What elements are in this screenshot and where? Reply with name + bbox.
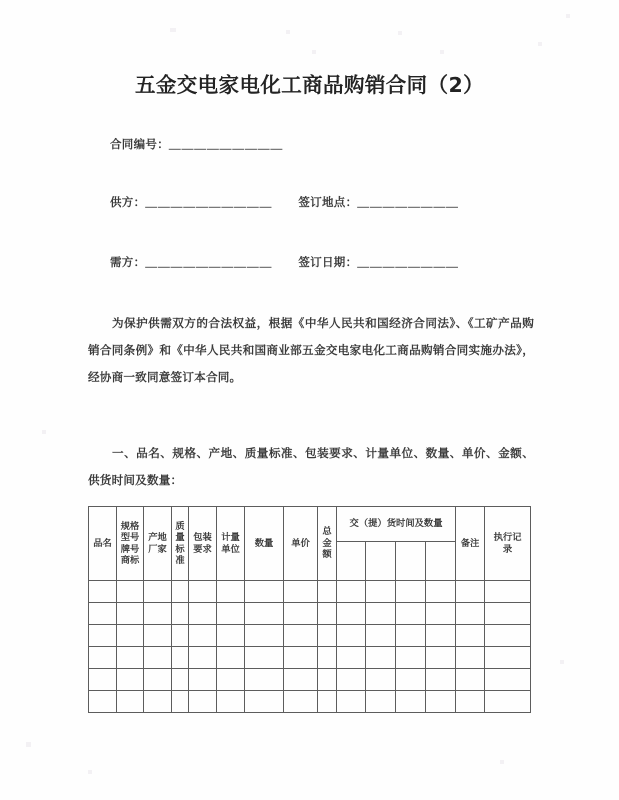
table-cell[interactable] — [245, 669, 284, 691]
table-cell[interactable] — [366, 647, 396, 669]
table-cell[interactable] — [245, 581, 284, 603]
table-cell[interactable] — [245, 691, 284, 713]
table-cell[interactable] — [217, 691, 245, 713]
field-contract-number — [110, 136, 283, 152]
table-cell[interactable] — [117, 691, 144, 713]
table-cell[interactable] — [284, 603, 318, 625]
goods-table-container — [88, 506, 524, 713]
table-cell[interactable] — [396, 669, 426, 691]
table-cell[interactable] — [396, 647, 426, 669]
table-cell[interactable] — [456, 581, 485, 603]
delivery-subcolumn-4[interactable] — [426, 542, 456, 581]
field-label-contract-number: 合同编号： — [110, 137, 169, 151]
table-cell[interactable] — [337, 669, 366, 691]
table-cell[interactable] — [89, 691, 117, 713]
table-cell[interactable] — [189, 647, 217, 669]
table-cell[interactable] — [144, 581, 172, 603]
header-packing-line1: 包装 — [193, 532, 212, 544]
table-cell[interactable] — [485, 603, 531, 625]
table-cell[interactable] — [172, 603, 189, 625]
field-label-supplier: 供方： — [110, 195, 146, 209]
header-spec-model-line3: 牌号 — [120, 543, 140, 555]
header-spec-model-line4: 商标 — [120, 554, 140, 566]
table-cell[interactable] — [318, 581, 337, 603]
supplier-blank[interactable]: ＿＿＿＿＿＿＿＿＿＿ — [145, 195, 273, 209]
table-cell[interactable] — [337, 625, 366, 647]
table-cell[interactable] — [318, 603, 337, 625]
page-title: 五金交电家电化工商品购销合同（2） — [134, 73, 485, 97]
table-cell[interactable] — [318, 691, 337, 713]
table-row — [89, 647, 531, 669]
table-cell[interactable] — [426, 581, 456, 603]
table-cell[interactable] — [245, 625, 284, 647]
preamble-paragraph: 为保护供需双方的合法权益，根据《中华人民共和国经济合同法》、《工矿产品购销合同条例》和《中华人民共和国商业部五金交电家电化工商品购销合同实施办法》，经协商一致同意签订本合同。 — [88, 316, 534, 384]
header-quantity: 数量 — [245, 507, 284, 581]
table-cell[interactable] — [172, 647, 189, 669]
table-cell[interactable] — [189, 669, 217, 691]
clause-one-heading: 一、品名、规格、产地、质量标准、包装要求、计量单位、数量、单价、金额、供货时间及数量： — [88, 446, 534, 487]
table-cell[interactable] — [144, 691, 172, 713]
header-quality-standard — [172, 507, 189, 581]
table-row — [89, 691, 531, 713]
header-unit-price: 单价 — [284, 507, 318, 581]
header-quality-char2: 量 — [175, 532, 185, 544]
signing-place-blank[interactable]: ＿＿＿＿＿＿＿＿ — [357, 195, 460, 209]
header-delivery-time-quantity: 交（提）货时间及数量 — [337, 507, 456, 542]
table-row — [89, 603, 531, 625]
table-cell[interactable] — [396, 581, 426, 603]
table-cell[interactable] — [426, 669, 456, 691]
delivery-subcolumn-1[interactable] — [337, 542, 366, 581]
header-execution-line2: 录 — [502, 543, 513, 555]
table-cell[interactable] — [284, 581, 318, 603]
header-quality-char1: 质 — [175, 520, 185, 532]
table-cell[interactable] — [144, 647, 172, 669]
field-label-buyer: 需方： — [110, 255, 146, 269]
table-cell[interactable] — [284, 691, 318, 713]
header-spec-model-line1: 规格 — [120, 520, 140, 532]
table-cell[interactable] — [396, 625, 426, 647]
table-cell[interactable] — [217, 603, 245, 625]
table-cell[interactable] — [456, 647, 485, 669]
table-cell[interactable] — [485, 669, 531, 691]
header-origin-factory — [144, 507, 172, 581]
table-cell[interactable] — [217, 647, 245, 669]
table-cell[interactable] — [117, 625, 144, 647]
signing-date-blank[interactable]: ＿＿＿＿＿＿＿＿ — [357, 255, 460, 269]
table-cell[interactable] — [366, 603, 396, 625]
table-cell[interactable] — [172, 625, 189, 647]
table-cell[interactable] — [189, 691, 217, 713]
table-cell[interactable] — [144, 669, 172, 691]
table-cell[interactable] — [217, 669, 245, 691]
table-cell[interactable] — [426, 647, 456, 669]
table-row — [89, 625, 531, 647]
header-product-name: 品名 — [89, 507, 117, 581]
table-cell[interactable] — [485, 691, 531, 713]
header-total-char3: 额 — [322, 549, 332, 561]
field-supplier-row — [110, 194, 459, 210]
table-cell[interactable] — [89, 581, 117, 603]
header-measure-line2: 单位 — [221, 543, 240, 555]
table-row — [89, 669, 531, 691]
table-cell[interactable] — [337, 581, 366, 603]
table-cell[interactable] — [284, 669, 318, 691]
header-spec-model — [117, 507, 144, 581]
table-cell[interactable] — [318, 669, 337, 691]
table-cell[interactable] — [117, 647, 144, 669]
table-row — [89, 581, 531, 603]
header-total-char2: 金 — [322, 537, 332, 549]
field-label-signing-date: 签订日期： — [298, 255, 358, 269]
table-cell[interactable] — [117, 669, 144, 691]
table-cell[interactable] — [426, 603, 456, 625]
header-total-char1: 总 — [322, 526, 332, 538]
table-cell[interactable] — [485, 625, 531, 647]
header-measure-line1: 计量 — [221, 532, 240, 544]
table-cell[interactable] — [318, 625, 337, 647]
field-buyer-row — [110, 254, 459, 270]
table-cell[interactable] — [217, 581, 245, 603]
header-spec-model-line2: 型号 — [120, 532, 140, 544]
table-cell[interactable] — [117, 603, 144, 625]
header-execution-line1: 执行记 — [493, 532, 522, 544]
table-cell[interactable] — [456, 691, 485, 713]
table-cell[interactable] — [318, 647, 337, 669]
header-measure-unit — [217, 507, 245, 581]
table-cell[interactable] — [189, 625, 217, 647]
table-cell[interactable] — [284, 625, 318, 647]
table-header-row — [89, 507, 531, 542]
table-cell[interactable] — [426, 691, 456, 713]
table-cell[interactable] — [172, 691, 189, 713]
header-origin-line1: 产地 — [148, 532, 167, 544]
buyer-blank[interactable]: ＿＿＿＿＿＿＿＿＿＿ — [145, 255, 273, 269]
header-packing-line2: 要求 — [193, 543, 212, 555]
table-cell[interactable] — [366, 625, 396, 647]
table-cell[interactable] — [89, 647, 117, 669]
delivery-subcolumn-2[interactable] — [366, 542, 396, 581]
header-quality-char4: 准 — [175, 554, 185, 566]
header-quality-char3: 标 — [175, 543, 185, 555]
table-cell[interactable] — [396, 603, 426, 625]
table-cell[interactable] — [89, 669, 117, 691]
table-cell[interactable] — [456, 625, 485, 647]
table-cell[interactable] — [189, 603, 217, 625]
header-execution-record — [485, 507, 531, 581]
header-packing-requirement — [189, 507, 217, 581]
table-cell[interactable] — [485, 581, 531, 603]
table-cell[interactable] — [89, 625, 117, 647]
table-cell[interactable] — [456, 669, 485, 691]
delivery-subcolumn-3[interactable] — [396, 542, 426, 581]
table-cell[interactable] — [337, 603, 366, 625]
table-cell[interactable] — [337, 691, 366, 713]
table-cell[interactable] — [366, 581, 396, 603]
table-cell[interactable] — [366, 669, 396, 691]
table-cell[interactable] — [396, 691, 426, 713]
table-cell[interactable] — [172, 581, 189, 603]
goods-table — [88, 506, 531, 713]
table-cell[interactable] — [172, 669, 189, 691]
table-cell[interactable] — [144, 625, 172, 647]
table-cell[interactable] — [426, 625, 456, 647]
field-label-signing-place: 签订地点： — [298, 195, 358, 209]
table-cell[interactable] — [456, 603, 485, 625]
header-total-amount — [318, 507, 337, 581]
table-cell[interactable] — [245, 603, 284, 625]
table-cell[interactable] — [366, 691, 396, 713]
header-origin-line2: 厂家 — [148, 543, 167, 555]
table-cell[interactable] — [337, 647, 366, 669]
table-cell[interactable] — [245, 647, 284, 669]
table-cell[interactable] — [144, 603, 172, 625]
table-cell[interactable] — [217, 625, 245, 647]
table-cell[interactable] — [284, 647, 318, 669]
table-cell[interactable] — [485, 647, 531, 669]
header-remarks: 备注 — [456, 507, 485, 581]
table-cell[interactable] — [189, 581, 217, 603]
table-cell[interactable] — [89, 603, 117, 625]
table-cell[interactable] — [117, 581, 144, 603]
contract-number-blank[interactable]: ＿＿＿＿＿＿＿＿＿ — [169, 137, 284, 151]
